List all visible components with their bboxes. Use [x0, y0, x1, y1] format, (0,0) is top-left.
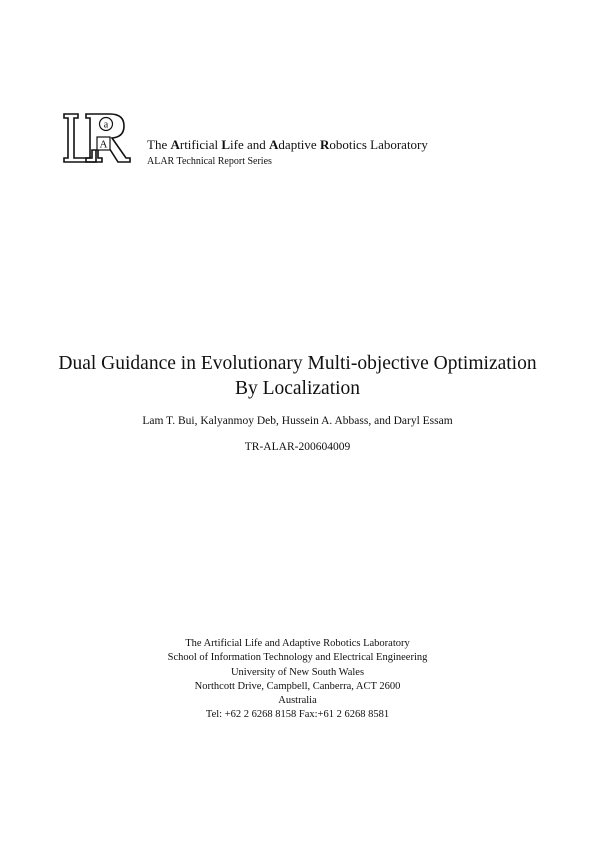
svg-text:a: a	[103, 119, 109, 131]
title-line-2: By Localization	[234, 378, 361, 399]
lab-name-part: daptive	[278, 137, 320, 152]
address-line: The Artificial Life and Adaptive Robotics Laboratory	[185, 638, 410, 649]
title-block	[0, 351, 595, 453]
report-id: TR-ALAR-200604009	[244, 441, 351, 453]
lab-name-part: The	[147, 137, 171, 152]
lab-header	[147, 137, 428, 168]
lab-address	[0, 637, 595, 723]
lab-name-part: A	[269, 137, 279, 152]
address-line: Northcott Drive, Campbell, Canberra, ACT 2600	[194, 680, 401, 692]
authors: Lam T. Bui, Kalyanmoy Deb, Hussein A. Abbass, and Daryl Essam	[142, 415, 453, 427]
address-line: School of Information Technology and Electrical Engineering	[167, 652, 428, 664]
lab-name	[147, 137, 428, 153]
address-line: Tel: +62 2 6268 8158 Fax:+61 2 6268 8581	[205, 709, 390, 721]
address-line: Australia	[278, 695, 317, 707]
paper-title	[0, 351, 595, 401]
lab-name-part: A	[170, 137, 180, 152]
title-line-1: Dual Guidance in Evolutionary Multi-objective Optimization	[58, 353, 537, 374]
lab-name-part: ife and	[230, 137, 270, 152]
alar-logo	[62, 110, 132, 166]
lab-name-part: L	[221, 137, 231, 152]
lab-name-part: obotics Laboratory	[329, 137, 428, 152]
report-series: ALAR Technical Report Series	[147, 156, 272, 167]
address-line: University of New South Wales	[230, 666, 365, 678]
svg-text:A: A	[99, 138, 108, 151]
lab-name-part: R	[319, 137, 330, 152]
lab-name-part: rtificial	[179, 137, 222, 152]
